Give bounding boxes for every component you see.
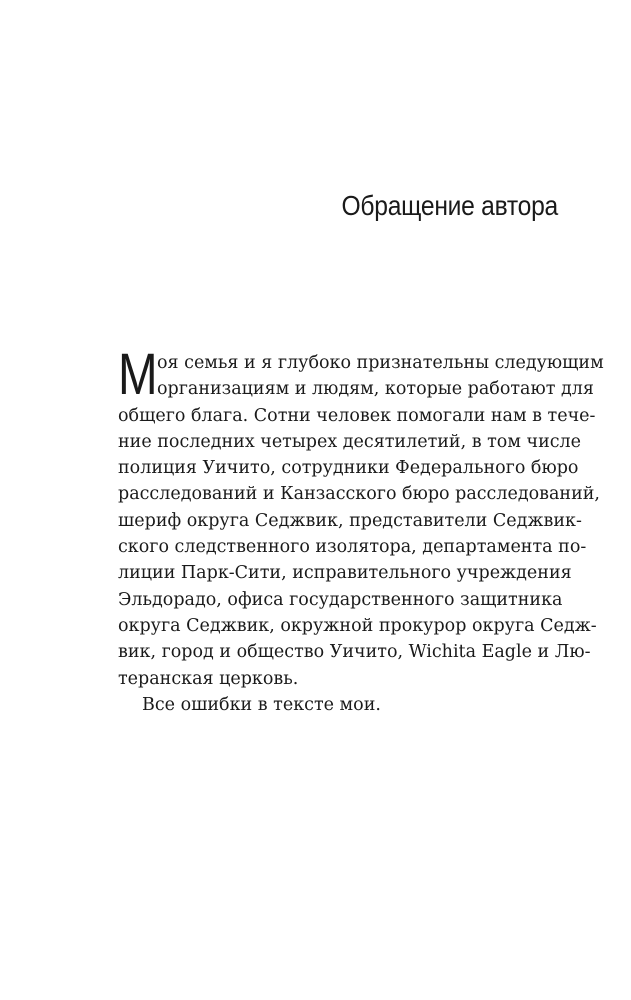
drop-cap: М	[118, 342, 158, 407]
text-line: полиция Уичито, сотрудники Федерального бюро	[118, 458, 579, 479]
text-line: Эльдорадо, офиса государственного защитника	[118, 589, 563, 610]
text-line: теранская церковь.	[118, 668, 299, 689]
text-line: общего блага. Сотни человек помогали нам в тече-	[118, 405, 596, 426]
text-line: ние последних четырех десятилетий, в том числе	[118, 431, 582, 452]
text-line: расследований и Канзасского бюро расследований,	[118, 484, 600, 505]
text-line: округа Седжвик, окружной прокурор округа Седж-	[118, 615, 597, 636]
page-title: Обращение автора	[341, 190, 558, 221]
closing-line: Все ошибки в тексте мои.	[142, 694, 381, 715]
text-line: лиции Парк-Сити, исправительного учреждения	[118, 563, 572, 584]
text-line: ского следственного изолятора, департамента по-	[118, 537, 587, 558]
text-line: организациям и людям, которые работают для	[157, 379, 594, 400]
body-text	[118, 342, 604, 718]
text-line: оя семья и я глубоко признательны следующим	[157, 353, 604, 373]
text-line: вик, город и общество Уичито, Wichita Eagle и Лю-	[118, 642, 591, 663]
text-line: шериф округа Седжвик, представители Седжвик-	[118, 510, 582, 531]
